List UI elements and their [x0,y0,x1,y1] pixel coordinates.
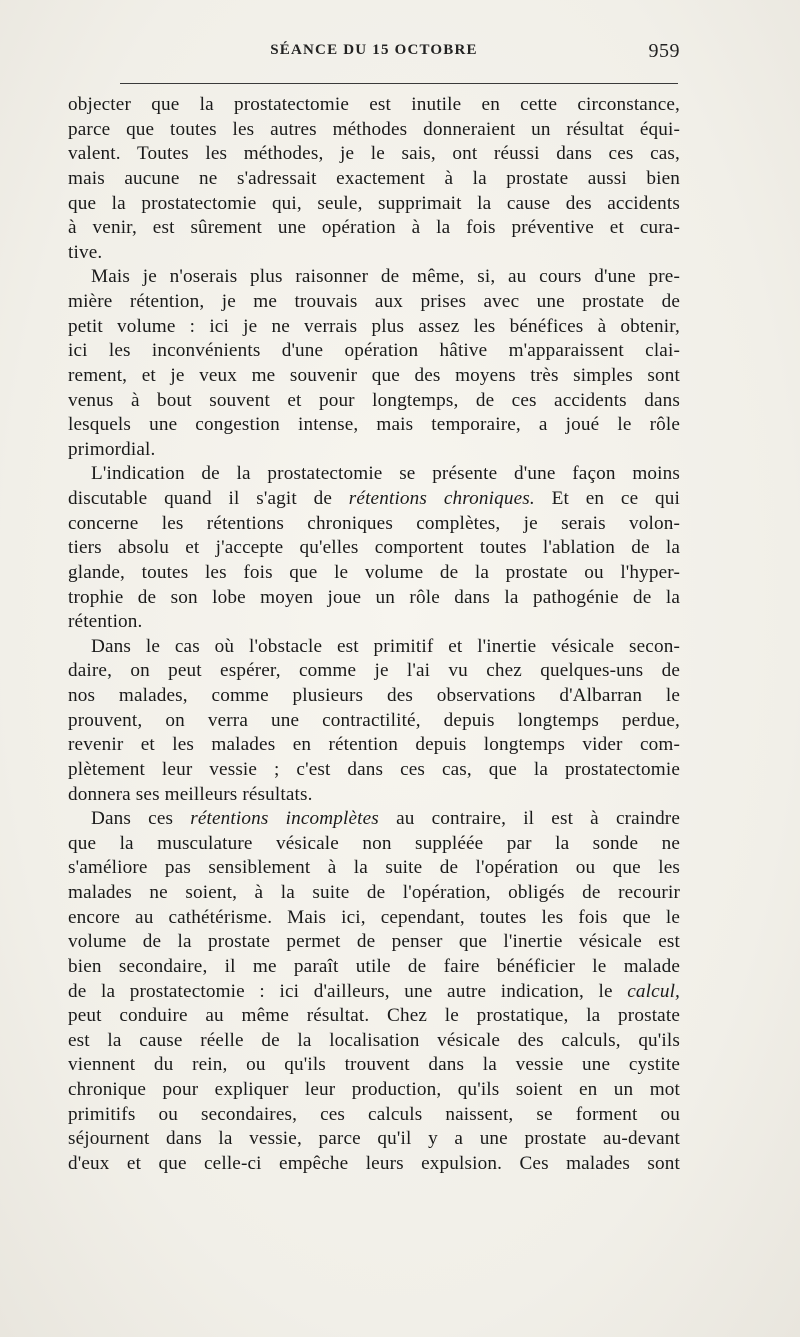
text-line: malades ne soient, à la suite de l'opération, obligés de recourir [68,882,680,903]
text-segment: Et en ce qui [551,488,681,509]
text-line: volume de la prostate permet de penser que l'inertie vésicale est [68,931,680,953]
text-line: bien secondaire, il me paraît utile de faire bénéficier le malade [68,955,680,977]
text-line: mais aucune ne s'adressait exactement à la prostate aussi bien [68,167,680,189]
text-line: tiers absolu et j'accepte qu'elles comportent toutes l'ablation de la [68,537,680,559]
text-segment: de la prostatectomie : ici d'ailleurs, une autre indication, le [68,980,613,1002]
italic-term: rétentions chroniques. [348,488,535,509]
text-line: lesquels une congestion intense, mais temporaire, a joué le rôle [68,414,680,436]
italic-term: rétentions incomplètes [190,808,379,830]
text-line: concerne les rétentions chroniques complètes, je serais volon- [68,512,680,534]
text-line: prouvent, on verra une contractilité, depuis longtemps perdue, [68,709,680,731]
text-line: que la prostatectomie qui, seule, supprimait la cause des accidents [68,192,680,214]
text-line: est la cause réelle de la localisation vésicale des calculs, qu'ils [68,1029,680,1051]
text-line: Dans le cas où l'obstacle est primitif et l'inertie vésicale secon- [91,635,680,657]
text-line: ici les inconvénients d'une opération hâtive m'apparaissent clai- [68,340,680,362]
text-line: séjournent dans la vessie, parce qu'il y a une prostate au-devant [68,1128,680,1150]
text-line [68,487,680,512]
paragraph-2 [68,265,680,462]
text-segment: au contraire, il est à craindre [396,808,681,830]
text-line: plètement leur vessie ; c'est dans ces cas, que la prostatectomie [68,758,680,780]
body-text [68,93,680,1177]
text-line: tive. [68,241,103,263]
text-line: glande, toutes les fois que le volume de la prostate ou l'hyper- [68,561,680,583]
text-line: valent. Toutes les méthodes, je le sais, ont réussi dans ces cas, [68,143,680,165]
paragraph-5 [68,807,680,1176]
text-line [68,807,680,832]
text-line: primordial. [68,438,156,460]
text-line: viennent du rein, ou qu'ils trouvent dans la vessie une cystite [68,1054,680,1076]
text-line: peut conduire au même résultat. Chez le prostatique, la prostate [68,1005,680,1027]
header-rule [120,83,678,84]
paragraph-3 [68,462,680,634]
text-line: petit volume : ici je ne verrais plus assez les bénéfices à obtenir, [68,315,680,337]
text-line: d'eux et que celle-ci empêche leurs expulsion. Ces malades sont [68,1152,680,1174]
text-line: mière rétention, je me trouvais aux prises avec une prostate de [68,291,680,312]
text-line: chronique pour expliquer leur production, qu'ils soient en un mot [68,1079,680,1100]
text-line: à venir, est sûrement une opération à la fois préventive et cura- [68,217,680,239]
text-line: parce que toutes les autres méthodes donneraient un résultat équi- [68,118,680,140]
text-line: venus à bout souvent et pour longtemps, de ces accidents dans [68,389,680,411]
text-line: encore au cathétérisme. Mais ici, cependant, toutes les fois que le [68,906,680,928]
page-number: 959 [648,40,680,62]
running-title: SÉANCE DU 15 OCTOBRE [270,42,478,58]
text-segment: discutable quand il s'agit de [68,488,333,509]
text-line: Mais je n'oserais plus raisonner de même, si, au cours d'une pre- [91,266,680,288]
page-header [68,42,680,72]
paragraph-4 [68,635,680,807]
text-line: rétention. [68,611,143,633]
text-line: primitifs ou secondaires, ces calculs naissent, se forment ou [68,1103,680,1125]
italic-term: calcul, [627,980,680,1002]
text-line: L'indication de la prostatectomie se présente d'une façon moins [91,463,680,485]
paragraph-1 [68,93,680,265]
text-line: revenir et les malades en rétention depuis longtemps vider com- [68,734,680,756]
text-line: rement, et je veux me souvenir que des moyens très simples sont [68,364,680,386]
text-line: objecter que la prostatectomie est inutile en cette circonstance, [68,94,680,115]
text-line: trophie de son lobe moyen joue un rôle dans la pathogénie de la [68,586,680,608]
text-line: nos malades, comme plusieurs des observations d'Albarran le [68,685,680,706]
text-line: daire, on peut espérer, comme je l'ai vu chez quelques-uns de [68,660,680,682]
text-line [68,980,680,1005]
text-segment: Dans ces [91,808,174,830]
text-line: donnera ses meilleurs résultats. [68,783,313,805]
text-line: que la musculature vésicale non suppléée par la sonde ne [68,832,680,854]
text-line: s'améliore pas sensiblement à la suite de l'opération ou que les [68,857,680,879]
